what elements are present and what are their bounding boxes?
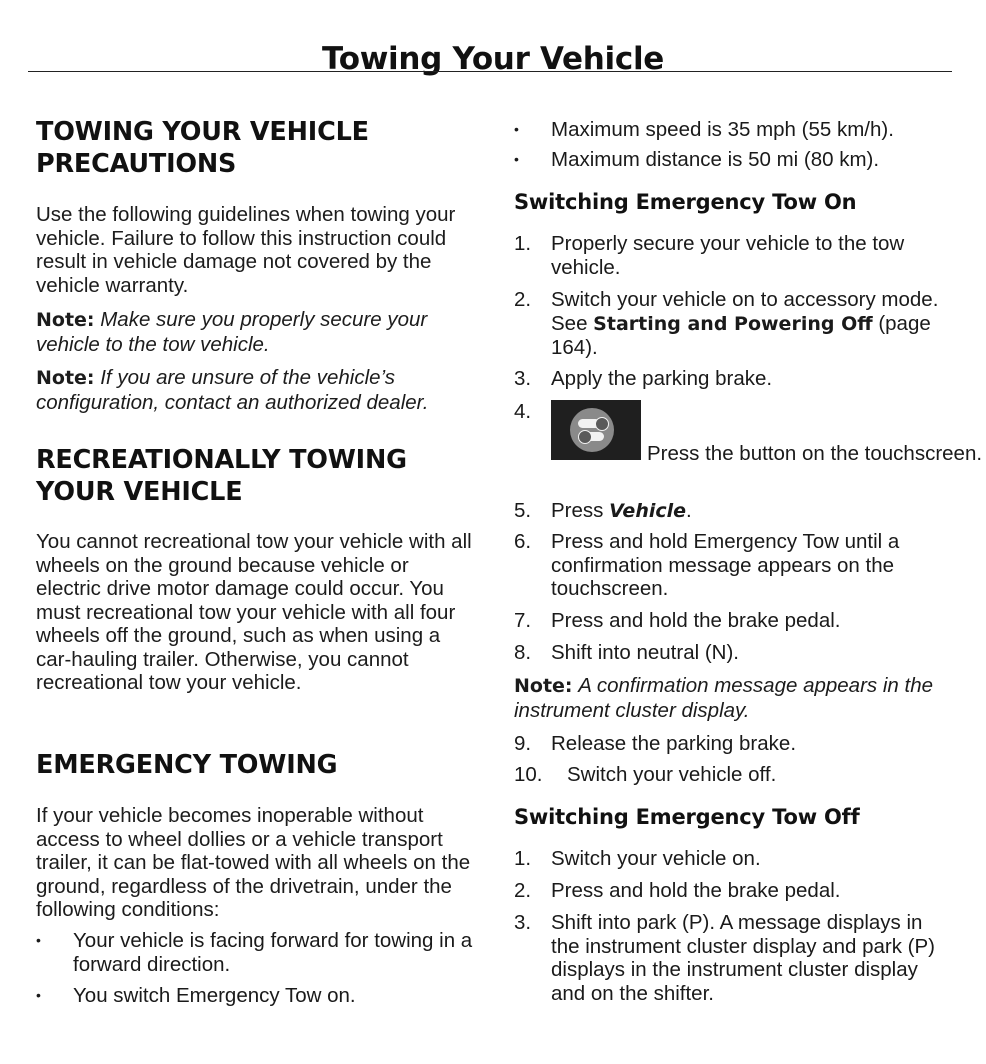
- step-text: [551, 288, 954, 360]
- recreational-heading-line1: RECREATIONALLY TOWING: [36, 445, 407, 475]
- step-text: Properly secure your vehicle to the tow vehicle.: [551, 232, 905, 279]
- step-item: [514, 609, 954, 633]
- emergency-heading: EMERGENCY TOWING: [36, 750, 338, 780]
- step-item: [514, 911, 954, 1005]
- step-number: 1.: [514, 847, 532, 870]
- vehicle-menu-label: Vehicle: [609, 500, 687, 522]
- step-text-pre: Press: [551, 499, 610, 522]
- precautions-heading-line1: TOWING YOUR VEHICLE: [36, 117, 369, 147]
- list-item: [36, 984, 476, 1008]
- step-item: [514, 641, 954, 665]
- precautions-heading: [36, 116, 369, 180]
- note-label: Note:: [514, 675, 573, 697]
- step-item: [514, 288, 954, 360]
- step-number: 5.: [514, 499, 532, 522]
- step-number: 10.: [514, 763, 543, 786]
- step-text: Switch your vehicle on.: [551, 847, 761, 870]
- step-number: 4.: [514, 400, 532, 423]
- tow-off-heading: Switching Emergency Tow Off: [514, 805, 860, 829]
- precautions-note-1: [36, 308, 476, 356]
- note-text: A confirmation message appears in the instrument cluster display.: [514, 674, 934, 722]
- page-title: Towing Your Vehicle: [321, 40, 665, 77]
- title-divider: [28, 71, 952, 72]
- step-text: Press and hold Emergency Tow until a confirmation message appears on the touchscreen.: [551, 530, 900, 600]
- bullet-text: Maximum distance is 50 mi (80 km).: [551, 148, 880, 171]
- bullet-dot: •: [514, 151, 519, 167]
- step-text: Press and hold the brake pedal.: [551, 879, 841, 902]
- tow-on-heading: Switching Emergency Tow On: [514, 190, 857, 214]
- step-number: 9.: [514, 732, 532, 755]
- step-text-pre: Switch your vehicle on to accessory mode. See: [551, 288, 939, 335]
- step-text: Shift into neutral (N).: [551, 641, 739, 664]
- list-item: [514, 148, 954, 172]
- step-text: Release the parking brake.: [551, 732, 797, 755]
- note-text: Make sure you properly secure your vehicle to the tow vehicle.: [36, 308, 428, 356]
- step-item: [514, 499, 954, 524]
- tow-on-note: [514, 674, 954, 722]
- precautions-heading-line2: PRECAUTIONS: [36, 149, 237, 179]
- note-text: If you are unsure of the vehicle’s configuration, contact an authorized dealer.: [36, 366, 429, 414]
- note-label: Note:: [36, 309, 95, 331]
- step-item: [514, 879, 954, 903]
- step-number: 6.: [514, 530, 532, 553]
- settings-toggle-icon: [551, 400, 641, 460]
- step-number: 3.: [514, 911, 532, 934]
- bullet-dot: •: [514, 121, 519, 137]
- step-number: 2.: [514, 879, 532, 902]
- recreational-heading: [36, 444, 407, 508]
- emergency-body: If your vehicle becomes inoperable without access to wheel dollies or a vehicle transport trailer, it can be flat-towed with all wheels on the ground, regardless of the drivetrain, under the following conditions:: [36, 804, 471, 921]
- step-number: 7.: [514, 609, 532, 632]
- step-number: 3.: [514, 367, 532, 390]
- step-text-body: Press the button on the touchscreen.: [647, 442, 983, 465]
- step-text: Shift into park (P). A message displays in the instrument cluster display and park (P) displays in the instrument cluster display and on the shifter.: [551, 911, 935, 1005]
- step-text: Apply the parking brake.: [551, 367, 773, 390]
- recreational-heading-line2: YOUR VEHICLE: [36, 477, 243, 507]
- step-item: [514, 367, 954, 391]
- list-item: [514, 118, 954, 142]
- step-item: [514, 847, 954, 871]
- bullet-text: Your vehicle is facing forward for towing in a forward direction.: [73, 929, 473, 976]
- cross-reference-link[interactable]: Starting and Powering Off: [593, 312, 873, 335]
- step-text-post: (page 164).: [551, 311, 931, 359]
- list-item: [36, 929, 476, 976]
- step-item: [514, 732, 954, 756]
- step-text: [551, 499, 954, 524]
- step-item: [514, 232, 954, 279]
- bullet-dot: •: [36, 987, 41, 1003]
- step-item: [514, 530, 954, 601]
- precautions-note-2: [36, 366, 476, 414]
- step-text: Press and hold the brake pedal.: [551, 609, 841, 632]
- step-text: Switch your vehicle off.: [567, 763, 777, 786]
- recreational-body: You cannot recreational tow your vehicle with all wheels on the ground because vehicle or electric drive motor damage could occur. You must recreational tow your vehicle with all four wheels off the ground, such as when using a car-hauling trailer. Otherwise, you cannot recreational tow your vehicle.: [36, 530, 472, 694]
- step-text: [551, 400, 983, 465]
- step-item: [514, 400, 983, 465]
- bullet-text: You switch Emergency Tow on.: [73, 984, 356, 1007]
- step-number: 8.: [514, 641, 532, 664]
- step-item: [514, 763, 954, 787]
- step-number: 1.: [514, 232, 532, 255]
- bullet-text: Maximum speed is 35 mph (55 km/h).: [551, 118, 894, 141]
- step-number: 2.: [514, 288, 532, 311]
- step-text-post: .: [686, 499, 692, 522]
- note-label: Note:: [36, 367, 95, 389]
- bullet-dot: •: [36, 932, 41, 948]
- precautions-intro: Use the following guidelines when towing your vehicle. Failure to follow this instruction could result in vehicle damage not covered by the vehicle warranty.: [36, 203, 456, 297]
